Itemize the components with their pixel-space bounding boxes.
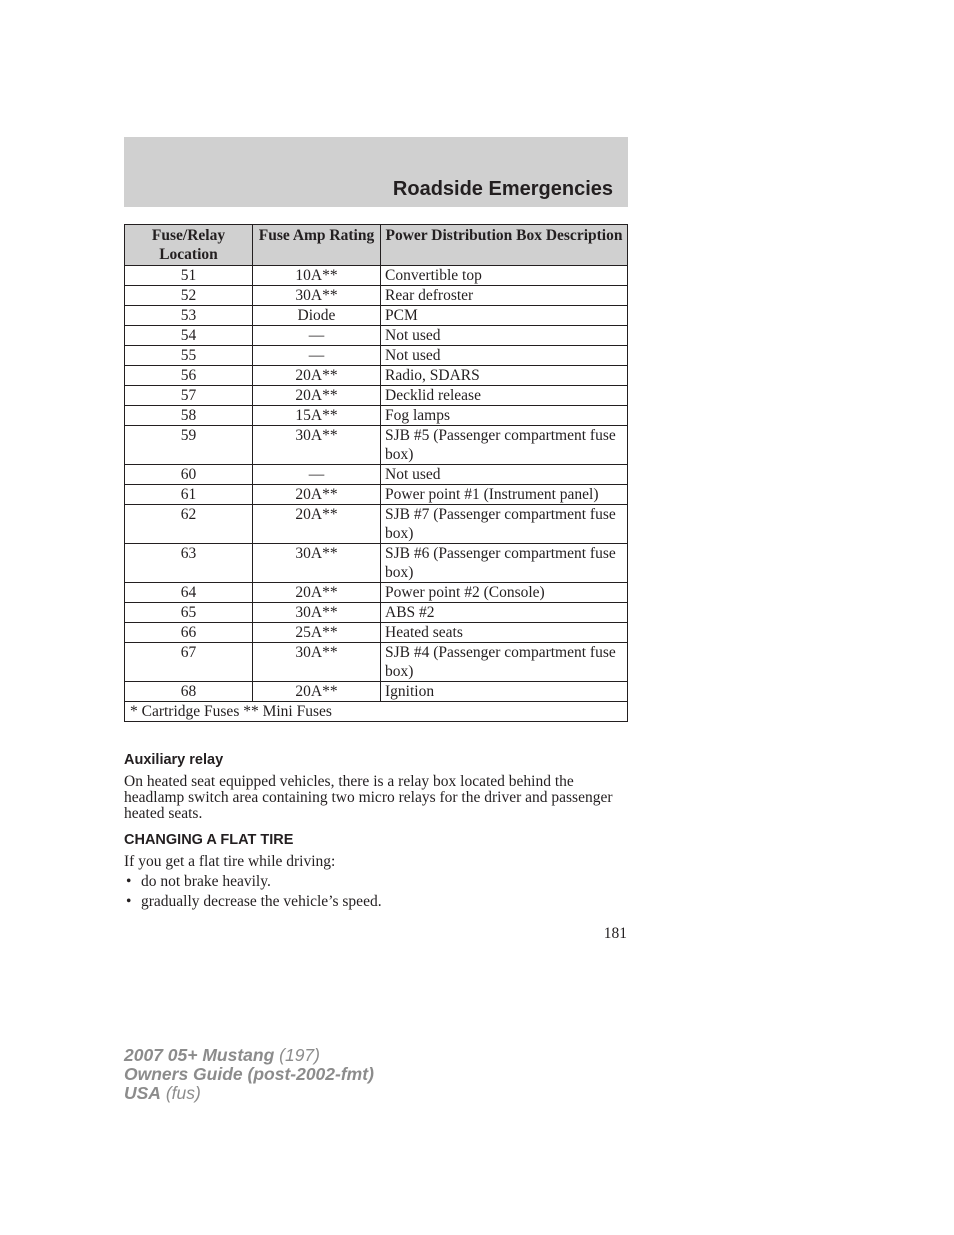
cell-location: 59 xyxy=(125,426,253,465)
cell-description: Decklid release xyxy=(381,386,628,406)
cell-amp-rating: 30A** xyxy=(253,286,381,306)
cell-description: Not used xyxy=(381,465,628,485)
header-location: Fuse/Relay Location xyxy=(125,225,253,266)
cell-location: 51 xyxy=(125,266,253,286)
cell-location: 65 xyxy=(125,603,253,623)
cell-location: 58 xyxy=(125,406,253,426)
cell-amp-rating: 30A** xyxy=(253,643,381,682)
cell-description: Not used xyxy=(381,326,628,346)
table-row xyxy=(125,485,628,505)
cell-location: 68 xyxy=(125,682,253,702)
table-row xyxy=(125,623,628,643)
flat-tire-intro: If you get a flat tire while driving: xyxy=(124,853,336,870)
table-row xyxy=(125,266,628,286)
cell-amp-rating: — xyxy=(253,326,381,346)
cell-description: Fog lamps xyxy=(381,406,628,426)
cell-amp-rating: 20A** xyxy=(253,505,381,544)
cell-description: Radio, SDARS xyxy=(381,366,628,386)
list-item xyxy=(124,892,382,912)
table-row xyxy=(125,326,628,346)
cell-location: 67 xyxy=(125,643,253,682)
table-row xyxy=(125,406,628,426)
footer-line-3: USA (fus) xyxy=(124,1083,201,1103)
cell-location: 53 xyxy=(125,306,253,326)
cell-amp-rating: 20A** xyxy=(253,485,381,505)
auxiliary-relay-text: On heated seat equipped vehicles, there is a relay box located behind the headlamp switch area containing two micro relays for the driver and passenger heated seats. xyxy=(124,773,613,822)
cell-location: 64 xyxy=(125,583,253,603)
cell-amp-rating: — xyxy=(253,465,381,485)
cell-description: ABS #2 xyxy=(381,603,628,623)
cell-amp-rating: 20A** xyxy=(253,366,381,386)
table-row xyxy=(125,426,628,465)
cell-description: Ignition xyxy=(381,682,628,702)
cell-location: 54 xyxy=(125,326,253,346)
table-row xyxy=(125,346,628,366)
cell-amp-rating: 30A** xyxy=(253,603,381,623)
table-row xyxy=(125,643,628,682)
cell-amp-rating: 20A** xyxy=(253,583,381,603)
header-description: Power Distribution Box Description xyxy=(381,225,628,266)
flat-tire-bullets xyxy=(124,872,382,912)
section-title: Roadside Emergencies xyxy=(392,178,613,200)
list-item xyxy=(124,872,382,892)
cell-description: Rear defroster xyxy=(381,286,628,306)
cell-amp-rating: Diode xyxy=(253,306,381,326)
page-number: 181 xyxy=(603,925,627,942)
table-row xyxy=(125,583,628,603)
fuse-table xyxy=(124,224,628,722)
cell-description: SJB #7 (Passenger compartment fuse box) xyxy=(381,505,628,544)
cell-location: 62 xyxy=(125,505,253,544)
cell-location: 63 xyxy=(125,544,253,583)
cell-location: 66 xyxy=(125,623,253,643)
cell-location: 61 xyxy=(125,485,253,505)
footer-line-1: 2007 05+ Mustang (197) xyxy=(124,1045,320,1065)
cell-amp-rating: — xyxy=(253,346,381,366)
table-row xyxy=(125,603,628,623)
bullet-icon: • xyxy=(126,873,132,890)
bullet-text: gradually decrease the vehicle’s speed. xyxy=(141,893,382,910)
table-row xyxy=(125,505,628,544)
cell-amp-rating: 10A** xyxy=(253,266,381,286)
cell-location: 56 xyxy=(125,366,253,386)
cell-description: Heated seats xyxy=(381,623,628,643)
table-footnote: * Cartridge Fuses ** Mini Fuses xyxy=(125,702,628,722)
cell-description: SJB #6 (Passenger compartment fuse box) xyxy=(381,544,628,583)
cell-amp-rating: 20A** xyxy=(253,386,381,406)
flat-tire-heading: CHANGING A FLAT TIRE xyxy=(124,832,294,848)
cell-amp-rating: 25A** xyxy=(253,623,381,643)
table-row xyxy=(125,682,628,702)
fuse-table-body xyxy=(125,266,628,702)
table-row xyxy=(125,286,628,306)
table-row xyxy=(125,544,628,583)
table-row xyxy=(125,386,628,406)
bullet-icon: • xyxy=(126,893,132,910)
document-footer xyxy=(124,1046,374,1103)
cell-amp-rating: 30A** xyxy=(253,426,381,465)
footer-line-2: Owners Guide (post-2002-fmt) xyxy=(124,1064,374,1084)
bullet-text: do not brake heavily. xyxy=(141,873,271,890)
cell-location: 55 xyxy=(125,346,253,366)
table-row xyxy=(125,465,628,485)
cell-amp-rating: 30A** xyxy=(253,544,381,583)
cell-description: SJB #4 (Passenger compartment fuse box) xyxy=(381,643,628,682)
cell-description: PCM xyxy=(381,306,628,326)
cell-description: Convertible top xyxy=(381,266,628,286)
cell-amp-rating: 20A** xyxy=(253,682,381,702)
cell-location: 57 xyxy=(125,386,253,406)
header-amp-rating: Fuse Amp Rating xyxy=(253,225,381,266)
cell-description: SJB #5 (Passenger compartment fuse box) xyxy=(381,426,628,465)
table-row xyxy=(125,366,628,386)
section-header-band xyxy=(124,137,628,207)
cell-location: 60 xyxy=(125,465,253,485)
table-row xyxy=(125,306,628,326)
auxiliary-relay-heading: Auxiliary relay xyxy=(124,752,224,768)
cell-location: 52 xyxy=(125,286,253,306)
cell-description: Power point #2 (Console) xyxy=(381,583,628,603)
cell-amp-rating: 15A** xyxy=(253,406,381,426)
cell-description: Power point #1 (Instrument panel) xyxy=(381,485,628,505)
cell-description: Not used xyxy=(381,346,628,366)
